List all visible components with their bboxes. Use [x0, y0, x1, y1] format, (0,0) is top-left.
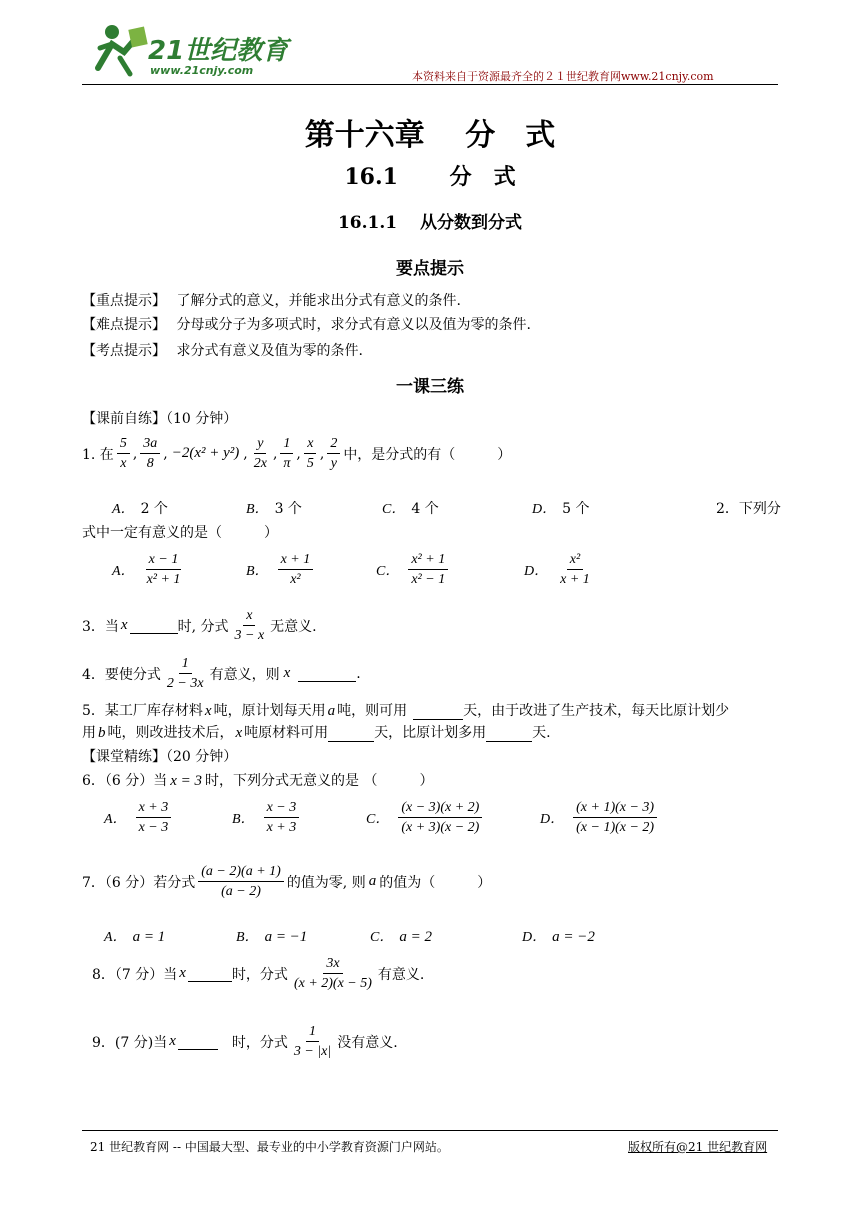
- question-7: 7．（6 分）若分式 $\frac{(a - 2)(a + 1)}{(a - 2)}$ 的值为零, 则 a 的值为（ ）: [82, 864, 492, 900]
- q5-blank-2[interactable]: [328, 725, 374, 742]
- q8-answer-blank[interactable]: [188, 965, 232, 982]
- q6-option-a[interactable]: A． $\frac{x + 3}{x - 3}$: [104, 800, 174, 836]
- question-3: 3．当 x 时, 分式 $\frac{x}{3 - x}$ 无意义.: [82, 608, 317, 644]
- footer-copyright-link[interactable]: 版权所有@21 世纪教育网: [628, 1140, 768, 1154]
- q7-option-d[interactable]: D． a = −2: [522, 929, 595, 945]
- q7-option-a[interactable]: A． a = 1: [104, 929, 166, 945]
- key-points-heading: 要点提示: [396, 259, 464, 279]
- q1-option-b[interactable]: B． 3 个: [246, 501, 302, 517]
- key-point-3: 【考点提示】 求分式有意义及值为零的条件.: [82, 343, 363, 359]
- q2-text-b: 式中一定有意义的是（ ）: [82, 525, 278, 541]
- footer-divider: [82, 1130, 778, 1131]
- key-point-2: 【难点提示】 分母或分子为多项式时，求分式有意义以及值为零的条件.: [82, 317, 531, 333]
- question-6: 6．（6 分）当 x = 3 时，下列分式无意义的是 （ ）: [82, 773, 434, 789]
- question-8: 8．（7 分）当 x 时，分式 $\frac{3x}{(x + 2)(x - 5)}$ 有意义.: [92, 956, 425, 992]
- q1-expr: −2(x² + y²): [171, 445, 240, 462]
- q1-frac-2: $\frac{3a}{8}$: [140, 436, 160, 472]
- q4-answer-blank[interactable]: [298, 665, 356, 682]
- q2-option-a[interactable]: A． $\frac{x - 1}{\text{x² + 1}}$: [112, 552, 181, 588]
- q7-option-c[interactable]: C． a = 2: [370, 929, 432, 945]
- q3-answer-blank[interactable]: [130, 617, 178, 634]
- question-1: 1. 在 $\frac{5}{x}$ , $\frac{3a}{8}$ , −2(x² + y²) , $\frac{y}{2x}$ , $\frac{1}{\pi}$ , $\frac{x}{5}$ , $\frac{2}{y}$ 中，是分式的有（ ）: [82, 436, 512, 472]
- q6-option-b[interactable]: B． $\frac{x - 3}{x + 3}$: [232, 800, 302, 836]
- q1-option-c[interactable]: C． 4 个: [382, 501, 439, 517]
- header-divider: [82, 84, 778, 85]
- chapter-title: 第十六章 分 式: [304, 118, 556, 153]
- practice-heading: 一课三练: [396, 377, 464, 397]
- q2-text-a: 2．下列分: [716, 501, 781, 517]
- key-point-1: 【重点提示】 了解分式的意义，并能求出分式有意义的条件.: [82, 293, 461, 309]
- q1-frac-4: $\frac{1}{\pi}$: [280, 436, 293, 472]
- q1-frac-5: $\frac{x}{5}$: [304, 436, 317, 472]
- q5-blank-1[interactable]: [413, 703, 463, 720]
- q7-option-b[interactable]: B． a = −1: [236, 929, 308, 945]
- in-class-label: 【课堂精练】（20 分钟）: [82, 749, 238, 765]
- source-note: 本资料来自于资源最齐全的２１世纪教育网www.21cnjy.com: [412, 70, 714, 83]
- q6-option-c[interactable]: C． $\frac{(x - 3)(x + 2)}{(x + 3)(x - 2)}$: [366, 800, 485, 836]
- q2-option-d[interactable]: D． $\frac{\text{x²}}{x + 1}$: [524, 552, 590, 588]
- question-4: 4．要使分式 $\frac{1}{2 - 3x}$ 有意义，则 x .: [82, 656, 361, 692]
- question-9: 9．(7 分)当 x 时，分式 $\frac{1}{3 - |x|}$ 没有意义.: [92, 1024, 398, 1060]
- logo-title: 21世纪教育: [148, 36, 289, 66]
- q6-option-d[interactable]: D． $\frac{(x + 1)(x - 3)}{(x - 1)(x - 2)}$: [540, 800, 660, 836]
- q1-frac-1: $\frac{5}{x}$: [117, 436, 130, 472]
- q1-frac-6: $\frac{2}{y}$: [327, 436, 340, 472]
- q9-answer-blank[interactable]: [178, 1033, 218, 1050]
- pre-class-label: 【课前自练】（10 分钟）: [82, 411, 238, 427]
- section-title: 16.1 分 式: [344, 164, 516, 190]
- subsection-title: 16.1.1 从分数到分式: [337, 213, 523, 233]
- q2-option-b[interactable]: B． $\frac{x + 1}{\text{x²}}$: [246, 552, 316, 588]
- q1-option-a[interactable]: A． 2 个: [112, 501, 168, 517]
- question-5-line-2: 用 b 吨，则改进技术后， x 吨原材料可用 天，比原计划多用 天.: [82, 725, 551, 741]
- site-logo: [90, 18, 290, 80]
- q5-blank-3[interactable]: [486, 725, 532, 742]
- q1-option-d[interactable]: D． 5 个: [532, 501, 590, 517]
- logo-url: www.21cnjy.com: [150, 64, 254, 77]
- q2-option-c[interactable]: C． $\frac{\text{x² + 1}}{\text{x² − 1}}$: [376, 552, 451, 588]
- footer-text: 21 世纪教育网 -- 中国最大型、最专业的中小学教育资源门户网站。: [90, 1140, 449, 1154]
- q1-frac-3: $\frac{y}{2x}$: [253, 436, 267, 472]
- question-5-line-1: 5．某工厂库存材料 x 吨，原计划每天用 a 吨，则可用 天，由于改进了生产技术，每天比原计划少: [82, 703, 730, 719]
